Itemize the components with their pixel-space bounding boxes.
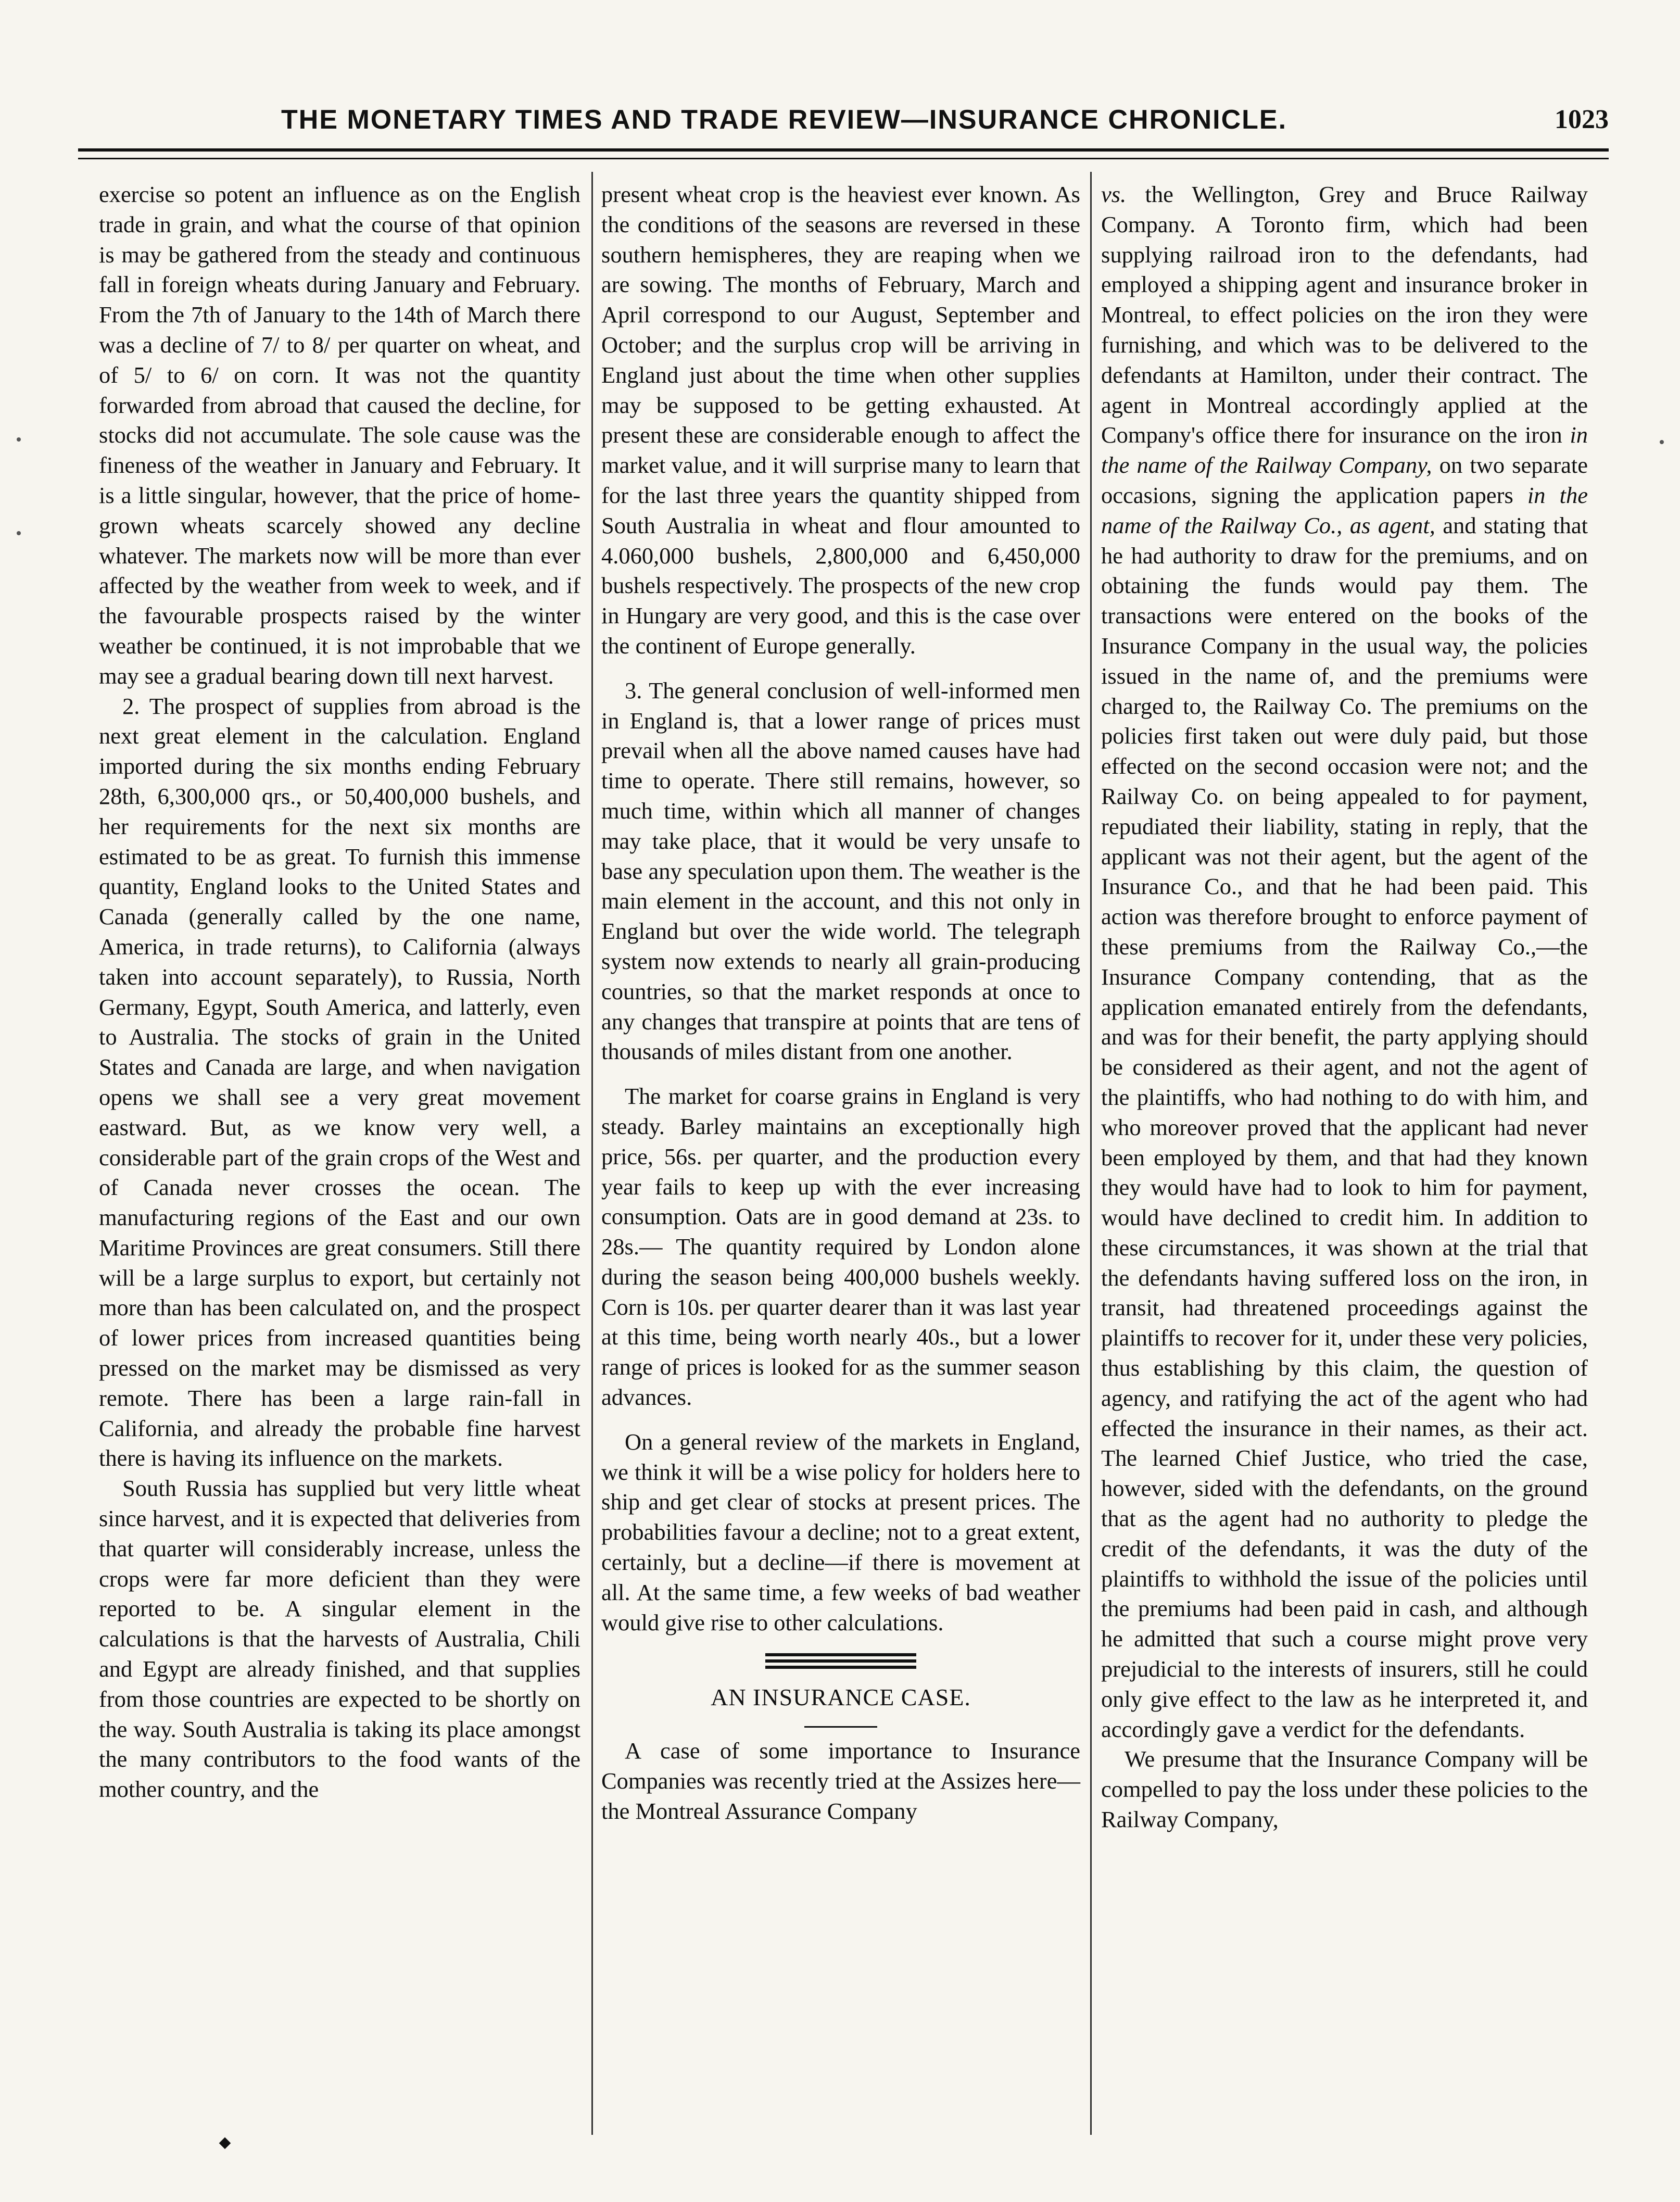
section-title: AN INSURANCE CASE. — [711, 1684, 971, 1711]
paragraph: 2. The prospect of supplies from abroad is the next great element in the calculation. England imported during the six months ending February 28th, 6,300,000 qrs., or 50,400,000 bushels, and her requirements for the next six months are estimated to be as great. To furnish this immense quantity, England looks to the United States and Canada (generally called by the one name, America, in trade returns), to California (always taken into account separately), to Russia, North Germany, Egypt, South America, and latterly, even to Australia. The stocks of grain in the United States and Canada are large, and when navigation opens we shall see a very great movement eastward. But, as we know very well, a considerable part of the grain crops of the West and of Canada never crosses the ocean. The manufacturing regions of the East and our own Maritime Provinces are great consumers. Still there will be a large surplus to export, but certainly not more than has been calculated on, and the prospect of lower prices from increased quantities being pressed on the market may be dismissed as very remote. There has been a large rain-fall in California, and already the probable fine harvest there is having its influence on the markets. — [99, 693, 580, 1471]
paragraph: We presume that the Insurance Company will be compelled to pay the loss under these policies to the Railway Company, — [1101, 1746, 1588, 1833]
italic-text: vs. — [1101, 181, 1127, 207]
paragraph — [1101, 180, 1588, 1744]
text-run: on two separate occasions, signing the application papers — [1101, 452, 1588, 508]
header-rule-thick — [78, 148, 1609, 152]
paragraph: On a general review of the markets in England, we think it will be a wise policy for holders here to ship and get clear of stocks at present prices. The probabilities favour a decline; not to a great extent, certainly, but a decline—if there is movement at all. At the same time, a few weeks of bad weather would give rise to other calculations. — [601, 1428, 1080, 1635]
column-divider — [591, 172, 593, 2135]
italic-text: in the name of the Railway Company, — [1101, 422, 1588, 479]
paragraph: exercise so potent an influence as on the English trade in grain, and what the course of that opinion is may be gathered from the steady and continuous fall in foreign wheats during January and February. From the 7th of January to the 14th of March there was a decline of 7/ to 8/ per quarter on wheat, and of 5/ to 6/ on corn. It was not the quantity forwarded from abroad that caused the decline, for stocks did not accumulate. The sole cause was the fineness of the weather in January and February. It is a little singular, however, that the price of home-grown wheats scarcely showed any decline whatever. The markets now will be more than ever affected by the weather from week to week, and if the favourable prospects raised by the winter weather be continued, it is not improbable that we may see a gradual bearing down till next harvest. — [99, 181, 580, 689]
header-rule-thin — [78, 158, 1609, 159]
page-number: 1023 — [1555, 105, 1609, 134]
paragraph: 3. The general conclusion of well-informed men in England is, that a lower range of prices must prevail when all the above named causes have had time to operate. There still remains, however, so much time, within which all manner of changes may take place, that it would be very unsafe to base any speculation upon them. The weather is the main element in the account, and this not only in England but over the wide world. The telegraph system now extends to nearly all grain-producing countries, so that the market responds at once to any changes that transpire at points that are tens of thousands of miles distant from one another. — [601, 677, 1080, 1065]
column-right — [1101, 180, 1588, 2106]
column-divider — [1090, 172, 1092, 2135]
margin-mark — [17, 531, 21, 535]
title-underline — [804, 1726, 877, 1728]
ornament-icon — [219, 2137, 231, 2149]
italic-text: in the name of the Railway Co., as agent, — [1101, 482, 1588, 538]
column-left — [99, 180, 580, 2106]
text-run: the Wellington, Grey and Bruce Railway Company. A Toronto firm, which had been supplying railroad iron to the defendants, had employed a shipping agent and insurance broker in Montreal, to effect policies on the iron they were furnishing, and which was to be delivered to the defendants at Hamilton, under their contract. The agent in Montreal accordingly applied at the Company's office there for insurance on the iron — [1101, 181, 1588, 448]
publication-title: THE MONETARY TIMES AND TRADE REVIEW—INSURANCE CHRONICLE. — [281, 105, 1287, 135]
paragraph: South Russia has supplied but very little wheat since harvest, and it is expected that deliveries from that quarter will considerably increase, unless the crops were far more deficient than they were reported to be. A singular element in the calculations is that the harvests of Australia, Chili and Egypt are already finished, and that supplies from those countries are expected to be shortly on the way. South Australia is taking its place amongst the many contributors to the food wants of the mother country, and the — [99, 1475, 580, 1803]
paragraph: A case of some importance to Insurance Companies was recently tried at the Assizes here—the Montreal Assurance Company — [601, 1738, 1080, 1824]
page-header — [78, 99, 1609, 146]
section-divider — [765, 1653, 916, 1669]
margin-mark — [1660, 440, 1664, 444]
column-middle — [601, 180, 1080, 2106]
paragraph: present wheat crop is the heaviest ever known. As the conditions of the seasons are reversed in these southern hemispheres, they are reaping when we are sowing. The months of February, March and April correspond to our August, September and October; and the surplus crop will be arriving in England just about the time when other supplies may be supposed to be getting exhausted. At present these are considerable enough to affect the market value, and it will surprise many to learn that for the last three years the quantity shipped from South Australia in wheat and flour amounted to 4.060,000 bushels, 2,800,000 and 6,450,000 bushels respectively. The prospects of the new crop in Hungary are very good, and this is the case over the continent of Europe generally. — [601, 181, 1080, 659]
text-run: and stating that he had authority to draw for the premiums, and on obtaining the funds would pay them. The transactions were entered on the books of the Insurance Company in the usual way, the policies issued in the name of, and the premiums were charged to, the Railway Co. The premiums on the policies first taken out were duly paid, but those effected on the second occasion were not; and the Railway Co. on being appealed to for payment, repudiated their liability, stating in reply, that the applicant was not their agent, but the agent of the Insurance Co., and that he had been paid. This action was therefore brought to enforce payment of these premiums from the Railway Co.,—the Insurance Company contending, that as the application emanated entirely from the defendants, and was for their benefit, the party applying should be considered as their agent, and not the agent of the plaintiffs, who had nothing to do with him, and who moreover proved that the applicant had never been employed by them, and that had they known they would have had to look to him for payment, would have declined to credit him. In addition to these circumstances, it was shown at the trial that the defendants having suffered loss on the iron, in transit, had threatened proceedings against the plaintiffs to recover for it, under these very policies, thus establishing by this claim, the question of agency, and ratifying the act of the agent who had effected the insurance in their names, as their act. The learned Chief Justice, who tried the case, however, sided with the defendants, on the ground that as the agent had no authority to pledge the credit of the defendants, it was the duty of the plaintiffs to withhold the issue of the policies until the premiums had been paid in cash, and although he admitted that such a course might prove very prejudicial to the interests of insurers, still he could only give effect to the law as he interpreted it, and accordingly gave a verdict for the defendants. — [1101, 512, 1588, 1742]
margin-mark — [17, 437, 21, 442]
paragraph: The market for coarse grains in England is very steady. Barley maintains an exceptionally high price, 56s. per quarter, and the production every year fails to keep up with the ever increasing consumption. Oats are in good demand at 23s. to 28s.— The quantity required by London alone during the season being 400,000 bushels weekly. Corn is 10s. per quarter dearer than it was last year at this time, being worth nearly 40s., but a lower range of prices is looked for as the summer season advances. — [601, 1083, 1080, 1411]
